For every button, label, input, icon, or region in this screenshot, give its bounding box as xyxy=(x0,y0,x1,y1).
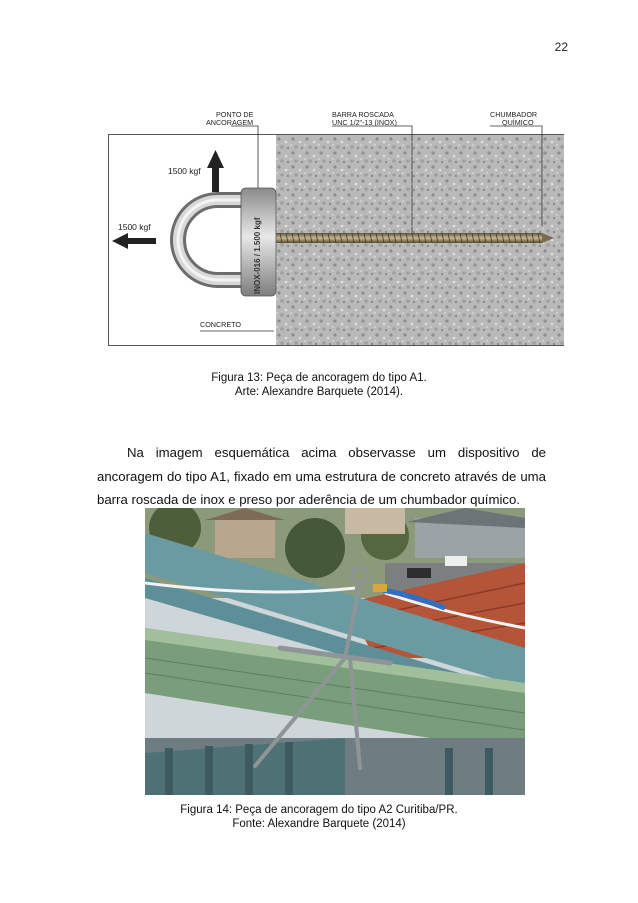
label-ponto-de: PONTO DE xyxy=(216,110,254,119)
label-ancoragem: ANCORAGEM xyxy=(206,118,254,127)
label-quimico: QUÍMICO xyxy=(502,118,534,127)
label-force-left: 1500 kgf xyxy=(118,222,151,232)
label-chumbador: CHUMBADOR xyxy=(490,110,538,119)
label-unc: UNC 1/2"-13 (INOX) xyxy=(332,118,397,127)
figure-14-caption-line2: Fonte: Alexandre Barquete (2014) xyxy=(232,818,406,830)
threaded-rod xyxy=(276,233,554,243)
label-concreto: CONCRETO xyxy=(200,320,241,329)
figure-13-caption-line1: Figura 13: Peça de ancoragem do tipo A1. xyxy=(211,372,427,384)
figure-14-caption xyxy=(0,803,638,831)
label-barra-roscada: BARRA ROSCADA xyxy=(332,110,394,119)
anchor-plate xyxy=(241,188,276,296)
label-force-up: 1500 kgf xyxy=(168,166,201,176)
figure-14-photo xyxy=(145,508,525,795)
figure-14-caption-line1: Figura 14: Peça de ancoragem do tipo A2 Curitiba/PR. xyxy=(180,804,458,816)
figure-13-caption-line2: Arte: Alexandre Barquete (2014). xyxy=(234,386,404,398)
figure-13-schematic xyxy=(108,108,564,346)
page-number: 22 xyxy=(554,40,568,54)
body-paragraph: Na imagem esquemática acima observasse um dispositivo de ancoragem do tipo A1, fixado em uma estrutura de concreto através de uma barra roscada de inox e preso por aderência de um chumbador químico. xyxy=(97,445,546,508)
plate-text: INOX-016 / 1.500 kgf xyxy=(253,217,262,294)
figure-13-caption xyxy=(0,371,638,399)
